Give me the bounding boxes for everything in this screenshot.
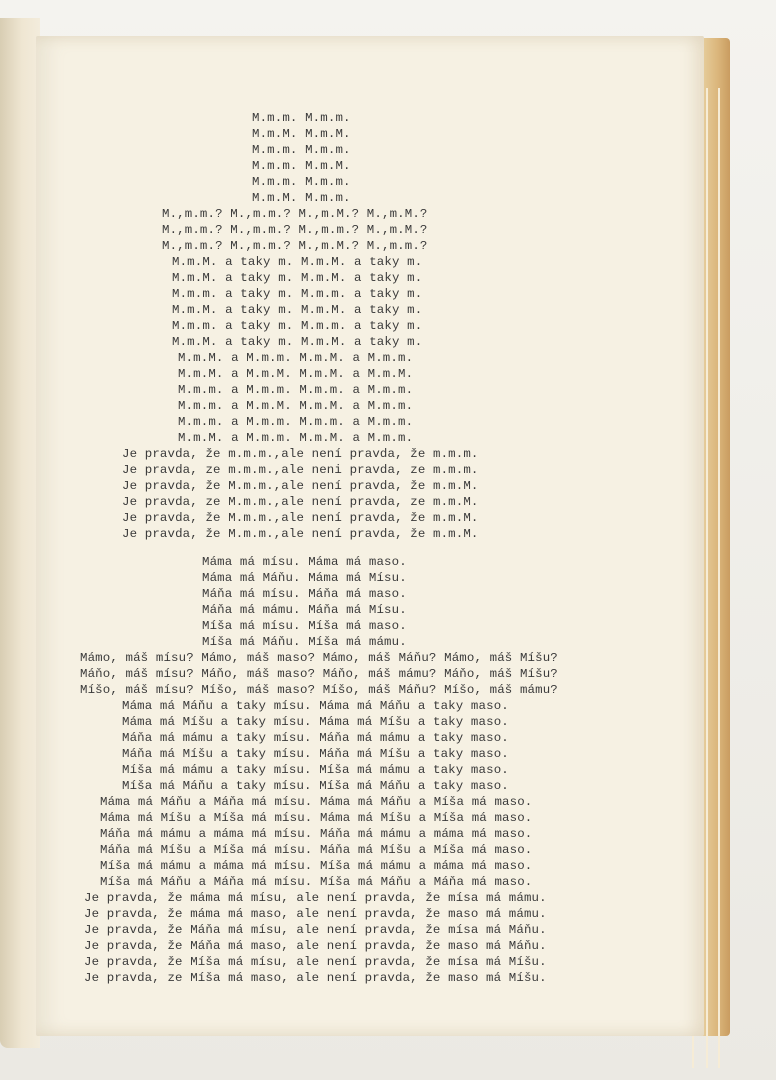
poem-line: Máňa má Míšu a taky mísu. Máňa má Míšu a taky maso. bbox=[122, 747, 509, 761]
poem-line: Máňa má mámu a máma má mísu. Máňa má mámu a máma má maso. bbox=[100, 827, 533, 841]
poem-line: Je pravda, ze m.m.m.,ale neni pravda, ze m.m.m. bbox=[122, 463, 479, 477]
poem-line: Je pravda, že Míša má mísu, ale není pravda, že mísa má Míšu. bbox=[84, 955, 547, 969]
poem-line: Míša má mísu. Míša má maso. bbox=[202, 619, 407, 633]
poem-line: Je pravda, že Máňa má maso, ale není pravda, že maso má Máňu. bbox=[84, 939, 547, 953]
poem-line: M.,m.m.? M.,m.m.? M.,m.M.? M.,m.m.? bbox=[162, 239, 428, 253]
poem-line: Mámo, máš mísu? Mámo, máš maso? Mámo, máš Máňu? Mámo, máš Míšu? bbox=[80, 651, 558, 665]
poem-line: M.m.m. M.m.m. bbox=[252, 143, 351, 157]
poem-line: M.m.M. a taky m. M.m.M. a taky m. bbox=[172, 303, 423, 317]
poem-line: Míša má mámu a máma má mísu. Míša má mámu a máma má maso. bbox=[100, 859, 533, 873]
poem-line: M.m.M. a M.m.m. M.m.M. a M.m.m. bbox=[178, 431, 414, 445]
poem-line: Je pravda, že m.m.m.,ale není pravda, že m.m.m. bbox=[122, 447, 479, 461]
poem-line: Máma má Máňu. Máma má Mísu. bbox=[202, 571, 407, 585]
poem-line: Míša má Máňu. Míša má mámu. bbox=[202, 635, 407, 649]
poem-line: M.m.M. a M.m.M. M.m.M. a M.m.M. bbox=[178, 367, 414, 381]
poem-line: M.,m.m.? M.,m.m.? M.,m.m.? M.,m.M.? bbox=[162, 223, 428, 237]
poem-line: M.,m.m.? M.,m.m.? M.,m.M.? M.,m.M.? bbox=[162, 207, 428, 221]
poem-line: M.m.m. a M.m.m. M.m.m. a M.m.m. bbox=[178, 383, 414, 397]
poem-line: M.m.M. a taky m. M.m.M. a taky m. bbox=[172, 335, 423, 349]
poem-line: Máňa má mámu a taky mísu. Máňa má mámu a taky maso. bbox=[122, 731, 509, 745]
poem-line: M.m.m. M.m.m. bbox=[252, 175, 351, 189]
poem-line: M.m.M. a taky m. M.m.M. a taky m. bbox=[172, 255, 423, 269]
poem-line: Je pravda, že M.m.m.,ale není pravda, že m.m.M. bbox=[122, 527, 479, 541]
page-edge-line bbox=[706, 88, 708, 1068]
facing-page-edge bbox=[0, 18, 40, 1048]
poem-line: Je pravda, ze Míša má maso, ale není pravda, že maso má Míšu. bbox=[84, 971, 547, 985]
poem-line: M.m.M. a M.m.m. M.m.M. a M.m.m. bbox=[178, 351, 414, 365]
poem-line: Máňa má mísu. Máňa má maso. bbox=[202, 587, 407, 601]
poem-line: Je pravda, že máma má maso, ale není pravda, že maso má mámu. bbox=[84, 907, 547, 921]
poem-line: M.m.M. a taky m. M.m.M. a taky m. bbox=[172, 271, 423, 285]
book-page bbox=[36, 36, 704, 1036]
poem-line: Je pravda, že máma má mísu, ale není pravda, že mísa má mámu. bbox=[84, 891, 547, 905]
poem-line: Míša má Máňu a taky mísu. Míša má Máňu a taky maso. bbox=[122, 779, 509, 793]
poem-line: M.m.m. a taky m. M.m.m. a taky m. bbox=[172, 319, 423, 333]
poem-line: Je pravda, že M.m.m.,ale není pravda, že m.m.M. bbox=[122, 511, 479, 525]
poem-line: Máňa má Míšu a Míša má mísu. Máňa má Míšu a Míša má maso. bbox=[100, 843, 533, 857]
poem-line: Je pravda, že Máňa má mísu, ale není pravda, že mísa má Máňu. bbox=[84, 923, 547, 937]
poem-line: Máma má Máňu a Máňa má mísu. Máma má Máňu a Míša má maso. bbox=[100, 795, 533, 809]
poem-line: Je pravda, že M.m.m.,ale není pravda, že m.m.M. bbox=[122, 479, 479, 493]
poem-line: M.m.M. M.m.M. bbox=[252, 127, 351, 141]
poem-line: M.m.m. M.m.M. bbox=[252, 159, 351, 173]
poem-line: M.m.m. a M.m.M. M.m.M. a M.m.m. bbox=[178, 399, 414, 413]
poem-line: Míšo, máš mísu? Míšo, máš maso? Míšo, máš Máňu? Míšo, máš mámu? bbox=[80, 683, 558, 697]
poem-line: M.m.m. M.m.m. bbox=[252, 111, 351, 125]
poem-line: Míša má Máňu a Máňa má mísu. Míša má Máňu a Máňa má maso. bbox=[100, 875, 533, 889]
poem-line: Máma má mísu. Máma má maso. bbox=[202, 555, 407, 569]
page-edge-line bbox=[718, 88, 720, 1068]
poem-line: M.m.m. a M.m.m. M.m.m. a M.m.m. bbox=[178, 415, 414, 429]
poem-line: Máma má Máňu a taky mísu. Máma má Máňu a taky maso. bbox=[122, 699, 509, 713]
poem-line: Míša má mámu a taky mísu. Míša má mámu a taky maso. bbox=[122, 763, 509, 777]
poem-line: Je pravda, ze M.m.m.,ale není pravda, ze m.m.M. bbox=[122, 495, 479, 509]
poem-line: Máňo, máš mísu? Máňo, máš maso? Máňo, máš mámu? Máňo, máš Míšu? bbox=[80, 667, 558, 681]
poem-line: Máma má Míšu a Míša má mísu. Máma má Míšu a Míša má maso. bbox=[100, 811, 533, 825]
poem-line: Máma má Míšu a taky mísu. Máma má Míšu a taky maso. bbox=[122, 715, 509, 729]
poem-line: Máňa má mámu. Máňa má Mísu. bbox=[202, 603, 407, 617]
typewritten-poem bbox=[36, 36, 704, 1036]
poem-line: M.m.M. M.m.m. bbox=[252, 191, 351, 205]
poem-line: M.m.m. a taky m. M.m.m. a taky m. bbox=[172, 287, 423, 301]
